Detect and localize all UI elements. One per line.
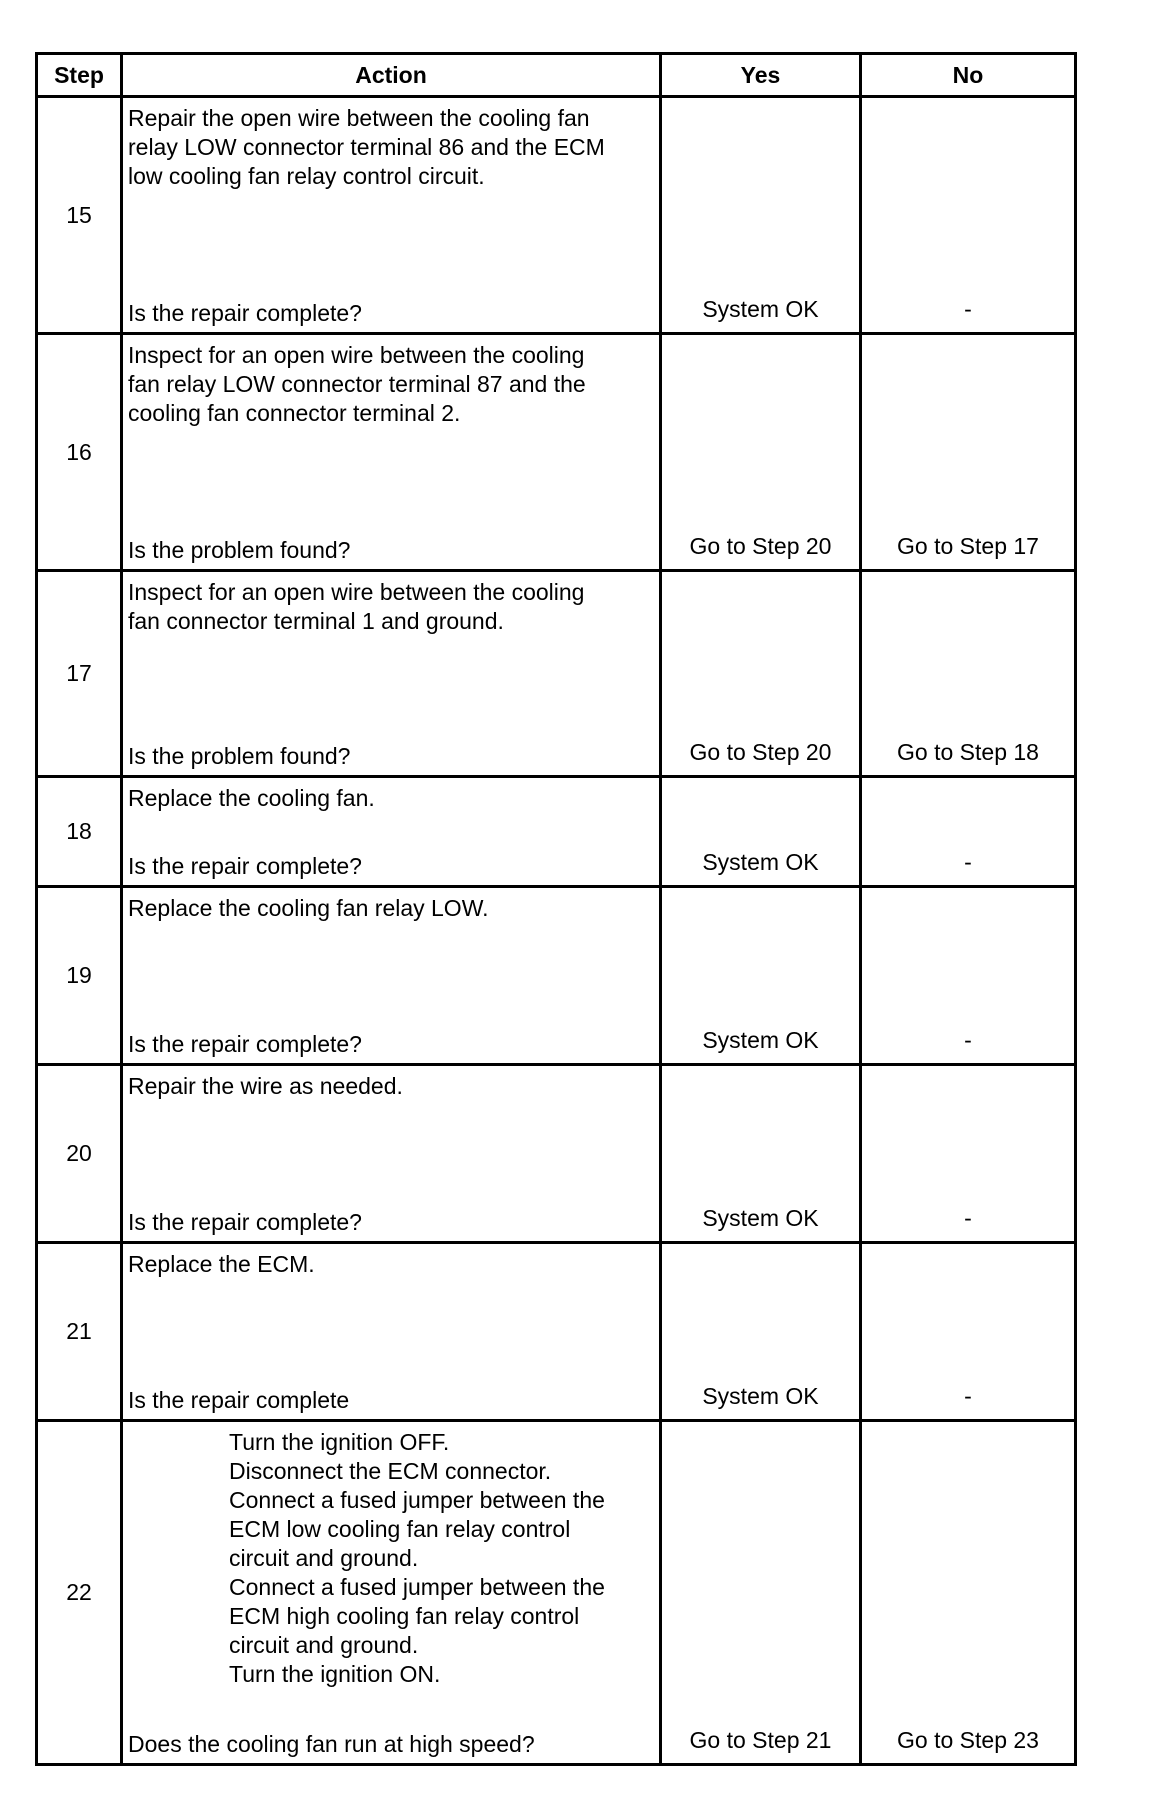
yes-answer	[661, 777, 861, 887]
table-row	[37, 334, 1076, 571]
table-row	[37, 887, 1076, 1065]
table-row	[37, 571, 1076, 777]
no-answer-text: -	[964, 849, 972, 875]
no-answer	[861, 97, 1076, 334]
header-no: No	[861, 54, 1076, 97]
yes-answer-text: Go to Step 20	[689, 739, 832, 765]
yes-answer-text: System OK	[702, 296, 819, 322]
yes-answer-text: Go to Step 20	[689, 533, 832, 559]
step-number: 15	[37, 97, 122, 334]
action-question: Is the repair complete	[128, 1387, 350, 1413]
header-step: Step	[37, 54, 122, 97]
table-row	[37, 1421, 1076, 1765]
action-question: Does the cooling fan run at high speed?	[128, 1731, 535, 1757]
no-answer	[861, 1243, 1076, 1421]
action-cell	[122, 777, 661, 887]
action-description: Inspect for an open wire between the cooling fan relay LOW connector terminal 87 and the cooling fan connector terminal 2.	[128, 342, 586, 426]
action-question: Is the repair complete?	[128, 853, 362, 879]
table-row	[37, 97, 1076, 334]
action-description: Replace the cooling fan.	[128, 785, 375, 811]
diagnostic-table	[35, 52, 1077, 1766]
action-description: Inspect for an open wire between the cooling fan connector terminal 1 and ground.	[128, 579, 585, 634]
no-answer-text: -	[964, 296, 972, 322]
action-description: Repair the wire as needed.	[128, 1073, 403, 1099]
yes-answer	[661, 1243, 861, 1421]
no-answer-text: -	[964, 1205, 972, 1231]
action-description: Replace the ECM.	[128, 1251, 315, 1277]
header-yes: Yes	[661, 54, 861, 97]
no-answer	[861, 334, 1076, 571]
action-cell	[122, 571, 661, 777]
no-answer	[861, 571, 1076, 777]
yes-answer	[661, 887, 861, 1065]
no-answer-text: -	[964, 1383, 972, 1409]
action-cell	[122, 1065, 661, 1243]
action-cell	[122, 334, 661, 571]
action-description: Replace the cooling fan relay LOW.	[128, 895, 489, 921]
table-row	[37, 777, 1076, 887]
no-answer	[861, 1421, 1076, 1765]
step-number: 22	[37, 1421, 122, 1765]
step-number: 20	[37, 1065, 122, 1243]
no-answer	[861, 887, 1076, 1065]
no-answer-text: Go to Step 18	[897, 739, 1039, 765]
table-row	[37, 1065, 1076, 1243]
action-cell	[122, 887, 661, 1065]
action-cell	[122, 1421, 661, 1765]
action-question: Is the repair complete?	[128, 1031, 362, 1057]
yes-answer-text: System OK	[702, 1383, 819, 1409]
step-number: 19	[37, 887, 122, 1065]
step-number: 18	[37, 777, 122, 887]
yes-answer-text: System OK	[702, 1205, 819, 1231]
no-answer	[861, 777, 1076, 887]
action-question: Is the problem found?	[128, 743, 351, 769]
no-answer	[861, 1065, 1076, 1243]
yes-answer	[661, 1065, 861, 1243]
no-answer-text: Go to Step 23	[897, 1727, 1039, 1753]
action-question: Is the repair complete?	[128, 1209, 362, 1235]
table-row	[37, 1243, 1076, 1421]
step-number: 21	[37, 1243, 122, 1421]
header-row	[37, 54, 1076, 97]
action-question: Is the problem found?	[128, 537, 351, 563]
action-description: Repair the open wire between the cooling fan relay LOW connector terminal 86 and the ECM low cooling fan relay control circuit.	[128, 105, 605, 189]
yes-answer	[661, 97, 861, 334]
action-cell	[122, 97, 661, 334]
header-action: Action	[122, 54, 661, 97]
no-answer-text: -	[964, 1027, 972, 1053]
action-description: Turn the ignition OFF. Disconnect the ECM connector. Connect a fused jumper between the ECM low cooling fan relay control circuit and ground. Connect a fused jumper between the ECM high cooling fan relay control circuit and ground. Turn the ignition ON.	[229, 1429, 605, 1687]
step-number: 16	[37, 334, 122, 571]
no-answer-text: Go to Step 17	[897, 533, 1039, 559]
yes-answer-text: System OK	[702, 1027, 819, 1053]
yes-answer	[661, 571, 861, 777]
action-question: Is the repair complete?	[128, 300, 362, 326]
yes-answer	[661, 334, 861, 571]
yes-answer-text: System OK	[702, 849, 819, 875]
action-cell	[122, 1243, 661, 1421]
step-number: 17	[37, 571, 122, 777]
yes-answer	[661, 1421, 861, 1765]
yes-answer-text: Go to Step 21	[689, 1727, 832, 1753]
